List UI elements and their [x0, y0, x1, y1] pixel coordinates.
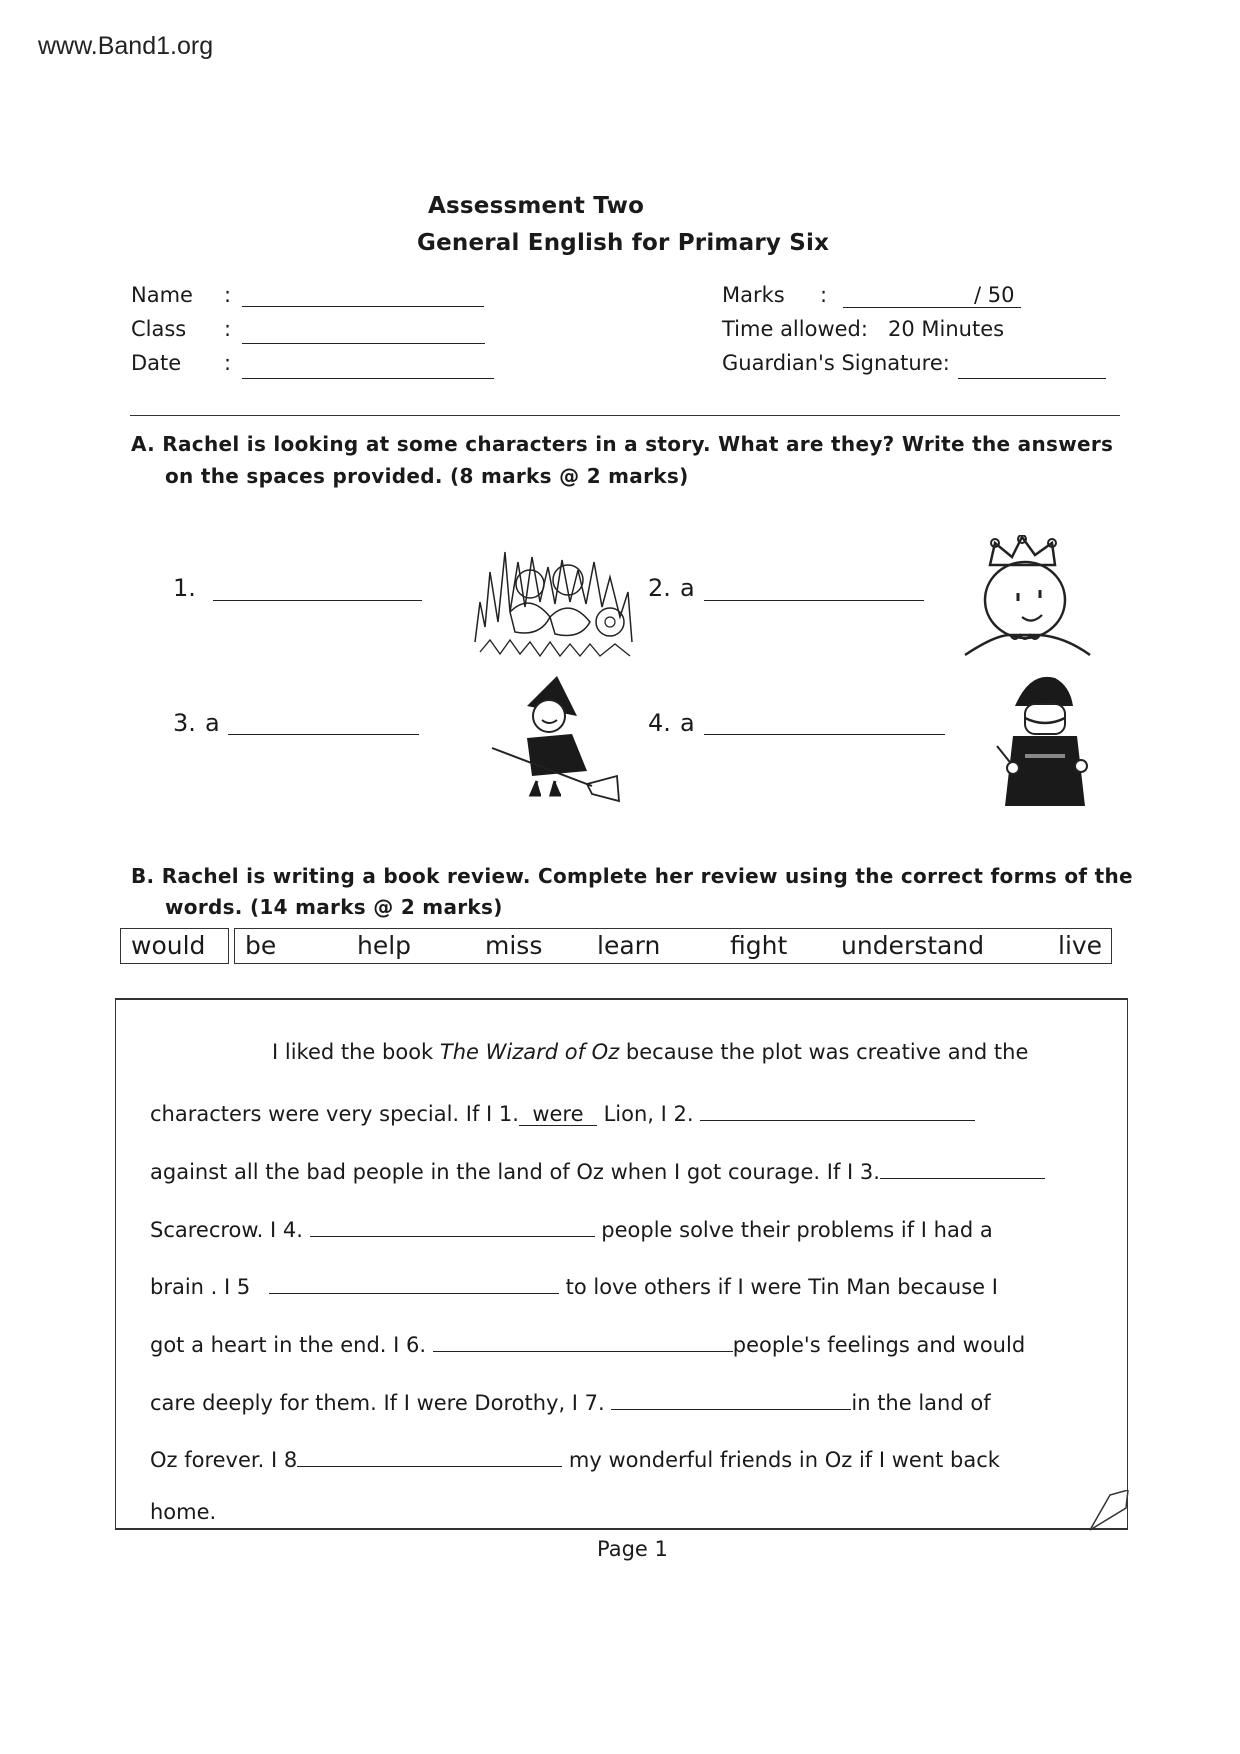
review-line-8: Oz forever. I 8 my wonderful friends in Oz if I went back [150, 1443, 1000, 1472]
word-help: help [357, 931, 412, 960]
blank-7-field[interactable] [611, 1386, 851, 1410]
section-b-instruction-line2: words. (14 marks @ 2 marks) [165, 895, 503, 919]
page-curl-icon [1080, 1490, 1130, 1535]
blank-1-example: were [519, 1102, 597, 1126]
section-b-instruction-line1: B. Rachel is writing a book review. Complete her review using the correct forms of the [131, 864, 1133, 888]
site-url: www.Band1.org [38, 32, 214, 60]
book-title: The Wizard of Oz [439, 1040, 620, 1064]
class-colon: : [224, 317, 232, 341]
class-label: Class [131, 317, 187, 341]
item-3-number: 3. [173, 709, 196, 737]
name-field[interactable] [242, 286, 484, 307]
item-3-article: a [205, 709, 220, 737]
marks-label: Marks [722, 283, 785, 307]
item-2-article: a [680, 574, 695, 602]
date-field[interactable] [242, 358, 494, 379]
wizard-with-wand-icon [995, 676, 1095, 811]
item-4-number: 4. [648, 709, 671, 737]
blank-6-field[interactable] [433, 1328, 733, 1352]
review-line-3: against all the bad people in the land of Oz when I got courage. If I 3. [150, 1155, 1045, 1184]
guardian-signature-label: Guardian's Signature: [722, 351, 950, 375]
word-live: live [1058, 931, 1103, 960]
item-4-answer-field[interactable] [704, 716, 945, 735]
review-line-2: characters were very special. If I 1. were Lion, I 2. [150, 1097, 975, 1126]
time-allowed-label: Time allowed: [722, 317, 868, 341]
item-1-answer-field[interactable] [213, 582, 422, 601]
class-field[interactable] [242, 323, 485, 344]
date-colon: : [224, 351, 232, 375]
review-line-1: I liked the book The Wizard of Oz because the plot was creative and the [272, 1040, 1029, 1064]
marks-colon: : [820, 283, 828, 307]
blank-5-field[interactable] [269, 1270, 559, 1294]
item-4-article: a [680, 709, 695, 737]
item-2-number: 2. [648, 574, 671, 602]
fairies-in-flowers-icon [470, 532, 640, 662]
word-fight: fight [730, 931, 788, 960]
witch-on-broomstick-icon [487, 676, 622, 811]
word-be: be [245, 931, 277, 960]
time-allowed-value: 20 Minutes [888, 317, 1005, 341]
item-1-number: 1. [173, 574, 196, 602]
assessment-subtitle: General English for Primary Six [417, 230, 830, 256]
blank-2-field[interactable] [700, 1097, 975, 1121]
review-line-9: home. [150, 1500, 217, 1524]
word-would: would [131, 931, 206, 960]
word-miss: miss [485, 931, 543, 960]
blank-4-field[interactable] [310, 1213, 595, 1237]
prince-with-crown-icon [960, 535, 1095, 660]
assessment-title: Assessment Two [428, 193, 645, 219]
guardian-signature-field[interactable] [958, 358, 1106, 379]
blank-3-field[interactable] [880, 1155, 1045, 1179]
page-number: Page 1 [597, 1537, 668, 1561]
item-3-answer-field[interactable] [228, 716, 419, 735]
marks-total: / 50 [974, 283, 1015, 307]
section-a-instruction-line2: on the spaces provided. (8 marks @ 2 marks) [165, 464, 689, 488]
word-learn: learn [597, 931, 661, 960]
date-label: Date [131, 351, 182, 375]
blank-8-field[interactable] [297, 1443, 562, 1467]
name-label: Name [131, 283, 193, 307]
section-a-instruction-line1: A. Rachel is looking at some characters in a story. What are they? Write the answers [131, 432, 1114, 456]
divider [130, 415, 1120, 416]
word-understand: understand [841, 931, 985, 960]
review-line-5: brain . I 5 to love others if I were Tin Man because I [150, 1270, 998, 1299]
name-colon: : [224, 283, 232, 307]
review-line-7: care deeply for them. If I were Dorothy, I 7. in the land of [150, 1386, 991, 1415]
word-bank-box [234, 928, 1112, 964]
review-line-6: got a heart in the end. I 6. people's feelings and would [150, 1328, 1025, 1357]
review-line-4: Scarecrow. I 4. people solve their problems if I had a [150, 1213, 993, 1242]
word-bank-fixed-box [120, 928, 229, 964]
item-2-answer-field[interactable] [704, 582, 924, 601]
